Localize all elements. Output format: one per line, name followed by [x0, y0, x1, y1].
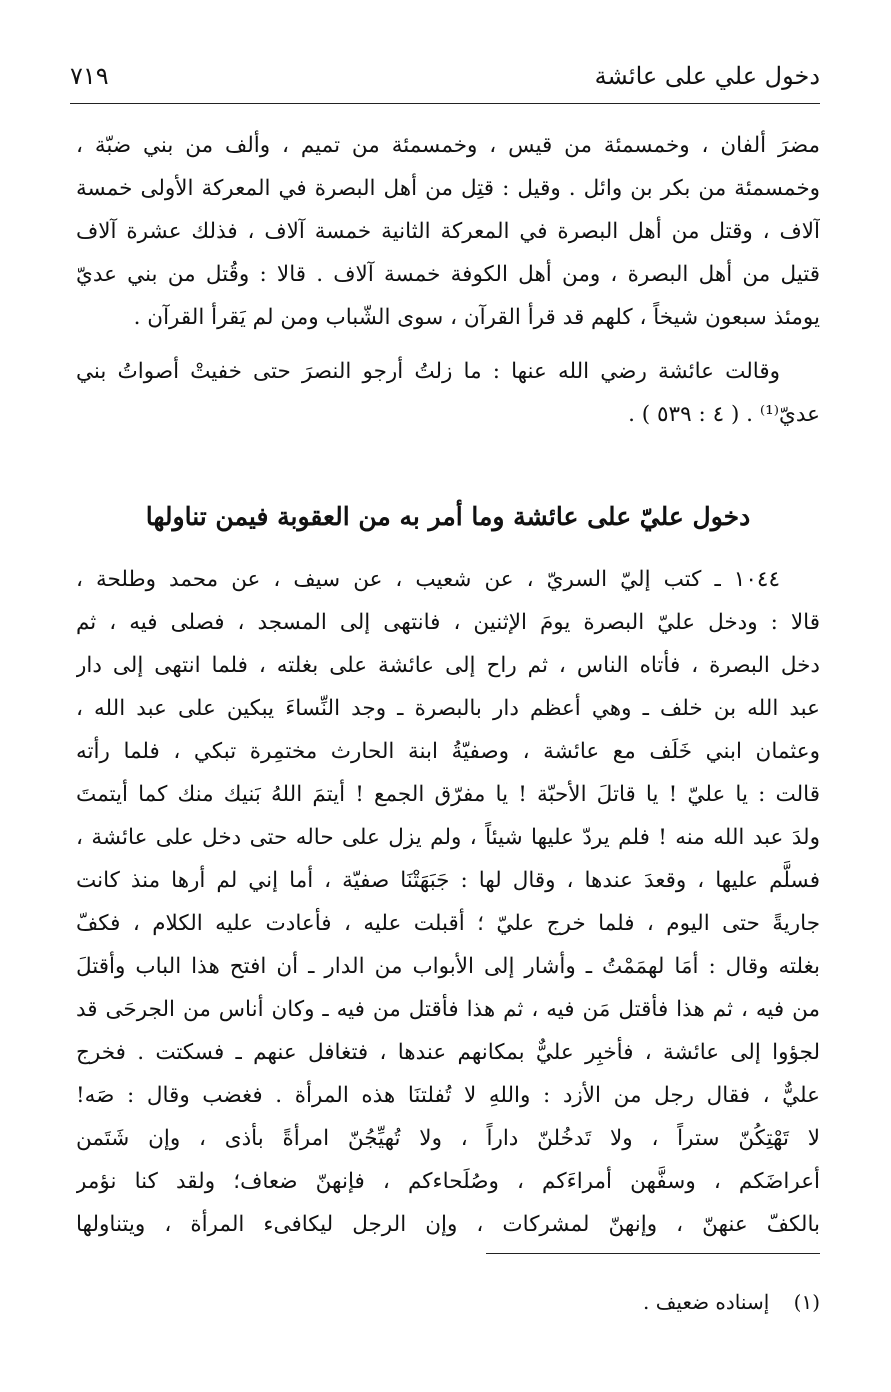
text-line: عديّ⁽¹⁾ . ( ٤ : ٥٣٩ ) . — [628, 402, 820, 427]
text-line: وعثمان ابني خَلَف مع عائشة ، وصفيّةُ ابنة الحارث مختمِرة تبكي ، فلما رأته — [76, 739, 820, 764]
running-title: دخول علي على عائشة — [594, 62, 820, 90]
text-line: وخمسمئة من بكر بن وائل . وقيل : قتِل من أهل البصرة في المعركة الأولى خمسة — [76, 176, 820, 201]
aisha-paragraph — [76, 350, 820, 436]
text-line: قتيل من أهل البصرة ، ومن أهل الكوفة خمسة آلاف . قالا : وقُتل من بني عديّ — [76, 262, 820, 287]
text-line: يومئذ سبعون شيخاً ، كلهم قد قرأ القرآن ، سوى الشّباب ومن لم يَقرأ القرآن . — [133, 305, 820, 330]
text-line: عليٌّ ، فقال رجل من الأزد : واللهِ لا تُفلتنَا هذه المرأة . فغضب وقال : صَه! — [76, 1083, 820, 1108]
narration-paragraph — [76, 558, 820, 1246]
text-line: بغلته وقال : أمَا لهمَمْتُ ـ وأشار إلى الأبواب من الدار ـ أن افتح هذا الباب وأقتلَ — [76, 954, 820, 979]
text-line: دخل البصرة ، فأتاه الناس ، ثم راح إلى عائشة على بغلته ، فلما انتهى إلى دار — [76, 653, 820, 678]
text-line: أعراضَكم ، وسفَّهن أمراءَكم ، وصُلَحاءكم ، فإنهنّ ضعاف؛ ولقد كنا نؤمر — [76, 1169, 820, 1194]
text-line: لا تَهْتِكُنّ ستراً ، ولا تَدخُلنّ داراً ، ولا تُهيِّجُنّ امرأةً بأذى ، وإن شَتَمن — [76, 1126, 820, 1151]
header-rule — [70, 103, 820, 104]
opening-paragraph — [76, 124, 820, 339]
text-line: بالكفّ عنهنّ ، وإنهنّ لمشركات ، وإن الرجل ليكافىء المرأة ، ويتناولها — [76, 1212, 820, 1237]
footnote-marker: (١) — [793, 1290, 820, 1314]
text-line: لجؤوا إلى عائشة ، فأخبِر عليٌّ بمكانهم عندها ، فتغافل عنهم ـ فسكتت . فخرج — [76, 1040, 820, 1065]
text-line: ١٠٤٤ ـ كتب إليّ السريّ ، عن شعيب ، عن سيف ، عن محمد وطلحة ، — [76, 567, 780, 592]
footnote-text: إسناده ضعيف . — [642, 1290, 770, 1314]
footnote-rule — [486, 1253, 820, 1254]
text-line: آلاف ، وقتل من أهل البصرة في المعركة الثانية خمسة آلاف ، فذلك عشرة آلاف — [76, 219, 820, 244]
text-line: جاريةً حتى اليوم ، فلما خرج عليّ ؛ أقبلت عليه ، فأعادت عليه الكلام ، فكفّ — [76, 911, 820, 936]
section-heading: دخول عليّ على عائشة وما أمر به من العقوبة فيمن تناولها — [145, 502, 751, 531]
running-head — [70, 58, 820, 98]
text-line: ولدَ عبد الله منه ! فلم يردّ عليها شيئاً ، ولم يزل على حاله حتى دخل على عائشة ، — [76, 825, 820, 850]
text-line: وقالت عائشة رضي الله عنها : ما زلتُ أرجو النصرَ حتى خفيتْ أصواتُ بني — [76, 359, 780, 384]
text-line: قالا : ودخل عليّ البصرة يومَ الإثنين ، فانتهى إلى المسجد ، فصلى فيه ، ثم — [76, 610, 820, 635]
text-line: مضرَ ألفان ، وخمسمئة من قيس ، وخمسمئة من تميم ، وألف من بني ضبّة ، — [76, 133, 820, 158]
text-line: من فيه ، ثم هذا فأقتل مَن فيه ، ثم هذا فأقتل من فيه ـ وكان أناس من الجرحَى قد — [76, 997, 820, 1022]
footnote — [643, 1290, 820, 1314]
text-line: قالت : يا عليّ ! يا قاتلَ الأحبّة ! يا مفرّق الجمع ! أيتمَ اللهُ بَنيك منك كما أيتمتَ — [76, 782, 820, 807]
text-line: فسلَّم عليها ، وقعدَ عندها ، وقال لها : جَبَهَتْنَا صفيّة ، أما إني لم أرها منذ كانت — [76, 868, 820, 893]
text-line: عبد الله بن خلف ـ وهي أعظم دار بالبصرة ـ وجد النِّساءَ يبكين على عبد الله ، — [76, 696, 820, 721]
page-number: ٧١٩ — [70, 62, 109, 90]
